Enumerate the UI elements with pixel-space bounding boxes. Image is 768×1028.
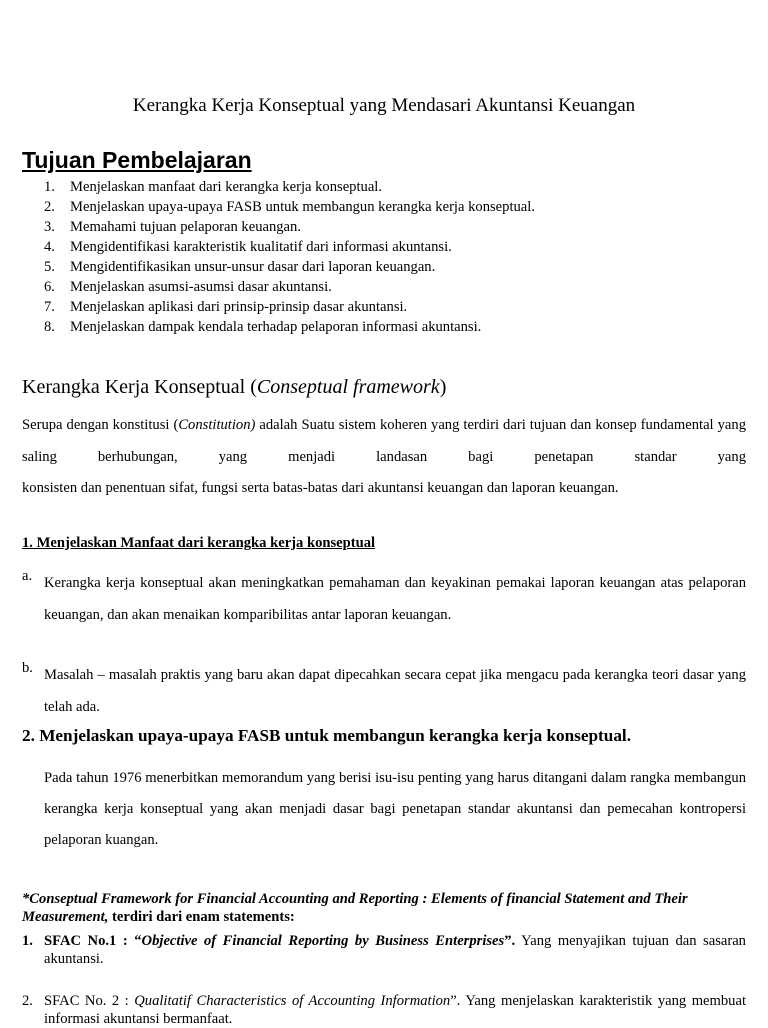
tujuan-list <box>44 177 535 337</box>
item-label: a. <box>22 568 33 584</box>
list-item: 1. Menjelaskan manfaat dari kerangka kerja konseptual. <box>44 179 383 195</box>
list-item: 5. Mengidentifikasikan unsur-unsur dasar dari laporan keuangan. <box>44 259 436 275</box>
intro-body: Serupa dengan konstitusi (Constitution) adalah Suatu sistem koheren yang terdiri dari tujuan dan konsep fundamental yang saling berhubungan, yang menjadi landasan bagi penetapan standar yang <box>22 417 746 465</box>
item-label: b. <box>22 660 33 676</box>
list-item: 2. Menjelaskan upaya-upaya FASB untuk membangun kerangka kerja konseptual. <box>44 199 535 215</box>
tujuan-heading: Tujuan Pembelajaran <box>22 147 252 173</box>
sfac-item-2: 2. SFAC No. 2 : Qualitatif Characteristics of Accounting Information”. Yang menjelaskan karakteristik yang membuat informasi akuntansi bermanfaat. <box>22 993 746 1027</box>
list-item: 7. Menjelaskan aplikasi dari prinsip-prinsip dasar akuntansi. <box>44 299 408 315</box>
sfac-item-1: 1. SFAC No.1 : “Objective of Financial Reporting by Business Enterprises”. Yang menyajikan tujuan dan sasaran akuntansi. <box>22 933 746 967</box>
list-item: 4. Mengidentifikasi karakteristik kualitatif dari informasi akuntansi. <box>44 239 452 255</box>
section2-heading: 2. Menjelaskan upaya-upaya FASB untuk membangun kerangka kerja konseptual. <box>22 726 632 745</box>
item-text: Masalah – masalah praktis yang baru akan dapat dipecahkan secara cepat jika mengacu pada kerangka teori dasar yang telah ada. <box>44 667 746 715</box>
framework-statement-intro: *Conseptual Framework for Financial Accounting and Reporting : Elements of financial Statement and Their Measurement, terdiri dari enam statements: <box>22 891 688 925</box>
section1-item-a <box>22 568 746 631</box>
list-item: 6. Menjelaskan asumsi-asumsi dasar akuntansi. <box>44 279 332 295</box>
intro-last-line: konsisten dan penentuan sifat, fungsi serta batas-batas dari akuntansi keuangan dan laporan keuangan. <box>22 480 619 496</box>
list-item: 8. Menjelaskan dampak kendala terhadap pelaporan informasi akuntansi. <box>44 319 482 335</box>
framework-heading: Kerangka Kerja Konseptual (Conseptual framework) <box>22 376 447 398</box>
item-text: Kerangka kerja konseptual akan meningkatkan pemahaman dan keyakinan pemakai laporan keuangan atas pelaporan keuangan, dan akan menaikan komparibilitas antar laporan keuangan. <box>44 575 746 623</box>
section1-item-b <box>22 660 746 723</box>
section2-paragraph: Pada tahun 1976 menerbitkan memorandum yang berisi isu-isu penting yang harus ditangani dalam rangka membangun kerangka kerja konseptual yang akan menjadi dasar bagi penetapan standar akuntansi dan pemecahan kontropersi pelaporan kuangan. <box>44 770 746 848</box>
list-item: 3. Memahami tujuan pelaporan keuangan. <box>44 219 301 235</box>
section1-heading: 1. Menjelaskan Manfaat dari kerangka kerja konseptual <box>22 535 376 551</box>
document-title: Kerangka Kerja Konseptual yang Mendasari Akuntansi Keuangan <box>132 95 636 116</box>
intro-paragraph <box>22 410 746 505</box>
